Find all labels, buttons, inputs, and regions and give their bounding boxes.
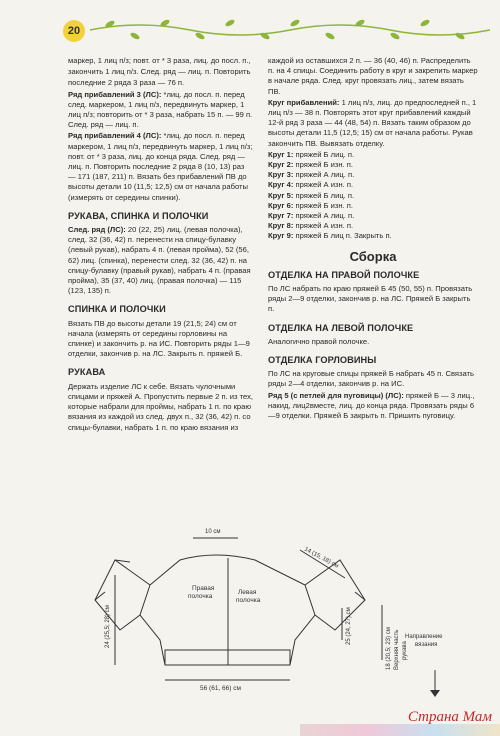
heading-right-front-trim: ОТДЕЛКА НА ПРАВОЙ ПОЛОЧКЕ [268,269,420,280]
row-5-title: Ряд 5 (с петлей для пуговицы) (ЛС): [268,390,404,400]
watermark: Страна Мам [407,709,492,725]
round-desc: пряжей А изн. п. [293,180,354,190]
round-row [268,150,478,160]
round-label: Круг 1: [268,149,294,159]
right-column [268,56,478,422]
increase-row-4-title: Ряд прибавлений 4 (ЛС): [68,131,162,141]
sleeve-continue-text: каждой из оставшихся 2 п. — 36 (40, 46) п. Распределить п. на 4 спицы. Соединить работу в круг и закрепить маркер в начале ряда. След. круг провязать лиц., затем вязать ПВ. [268,56,478,96]
round-desc: пряжей А лиц. п. [293,211,355,221]
round-desc: пряжей Б лиц. п. [293,149,355,159]
heading-left-front-trim: ОТДЕЛКА НА ЛЕВОЙ ПОЛОЧКЕ [268,322,414,333]
round-increase [268,98,478,149]
increase-row-4-text: *лиц. до посл. п. перед маркером, 1 лиц п/з, передвинуть маркер, 1 лиц п/з; повт. от * 3 раза, лиц. до конца ряда. След. ряд — лиц. п. Повторить последние 2 ряда 8 (10, 13) раз — 171 (187, 211) п. Вязать без прибавлений ПВ до высоты детали 10 (11,5; 12,5) см от начала работы (измерять от середины спинки). [68,131,253,202]
round-label: Круг 4: [268,180,294,190]
round-row [268,180,478,190]
round-desc: пряжей Б изн. п. [293,200,354,210]
round-label: Круг 6: [268,200,294,210]
neck-trim-text: По ЛС на круговые спицы пряжей Б набрать 45 п. Связать ряды 2—4 отделки, закончив р. на ИС. [268,369,474,389]
round-label: Круг 3: [268,170,294,180]
label-left-front: Левая [238,589,257,596]
round-desc: пряжей А изн. п. [293,221,354,231]
round-increase-text: 1 лиц п/з, лиц. до предпоследней п., 1 лиц п/з — 38 п. Повторять этот круг прибавлений каждый 12-й ряд 3 раза — 44 (48, 54) п. Вязать таким образом до высоты детали 11,5 (12,5; 15) см от начала работы. Рукав закончить ПВ. Вывязать отделку. [268,97,477,148]
round-desc: пряжей Б лиц п. Закрыть п. [293,231,392,241]
label-direction-2: вязания [415,642,438,648]
dim-neck: 10 см [205,529,221,535]
increase-row-3 [68,90,254,131]
round-row [268,211,478,221]
round-row [268,170,478,180]
label-right-front-2: полочка [188,593,213,600]
left-column [68,56,254,434]
intro-line: закончить 1 лиц п/з. След. ряд — лиц. п. Повторить [68,67,251,77]
round-label: Круг 9: [268,231,294,241]
increase-row-3-text: *лиц. до посл. п. перед след. маркером, 1 лиц п/з, передвинуть маркер, 1 лиц п/з; повторить от * 3 раза, набрать 15 п. — 99 п. След. ряд — лиц. п. [68,89,253,130]
page-number: 20 [63,20,85,42]
next-row [68,225,254,296]
round-label: Круг 5: [268,190,294,200]
round-row [268,201,478,211]
heading-sleeves: РУКАВА [68,367,106,378]
sleeves-text: Держать изделие ЛС к себе. Вязать чулочными спицами и пряжей А. Пропустить первые 2 п. из тех, которые набрали для проймы, набрать 1 п. по краю вязания из каждой из след. двух п., 32 (36, 42) п. со спицы-булавки, набрать 1 п. по краю вязания из [68,381,253,432]
label-right-front: Правая [192,585,215,592]
section-title-assembly: Сборка [349,248,397,264]
heading-back-fronts: СПИНКА И ПОЛОЧКИ [68,304,166,315]
dim-sleeve-length-note2: рукава [402,641,408,660]
round-desc: пряжей А лиц. п. [293,170,355,180]
vine-ornament [90,14,490,44]
left-front-trim-text: Аналогично правой полочке. [268,336,370,346]
increase-row-4 [68,131,254,202]
round-label: Круг 2: [268,160,294,170]
round-label: Круг 7: [268,211,294,221]
intro-line: маркер, 1 лиц п/з; повт. от * 3 раза, лиц. до посл. п., [68,56,251,65]
dim-sleeve-length: 18 (20,5; 23) см [386,627,392,670]
round-row [268,231,478,241]
next-row-text: 20 (22, 25) лиц. (левая полочка), след. 32 (36, 42) п. перенести на спицу-булавку (левый рукав), набрать 4 п. (левая пройма), 52 (56, 62) лиц. (спинка), перенести след. 32 (36, 42) п. на спицу-булавку (правый рукав), набрать 4 п. (правая пройма), 35 (37, 40) лиц. (правая полочка) — 115 (123, 135) п. [68,225,251,296]
dim-bottom-width: 56 (61, 66) см [200,685,241,692]
increase-row-3-title: Ряд прибавлений 3 (ЛС): [68,89,162,99]
label-direction: Направление [405,634,443,640]
dim-sleeve-length-note: Верхняя часть [394,629,400,670]
round-increase-title: Круг прибавлений: [268,97,340,107]
round-label: Круг 8: [268,221,294,231]
round-row [268,191,478,201]
back-fronts-text: Вязать ПВ до высоты детали 19 (21,5; 24) см от начала (измерять от середины горловины на спинке) и закончить р. на ИС. Повторить ряды 1—9 отделки, закончив р. на ЛС. Закрыть п. пряжей Б. [68,318,250,359]
heading-neck-trim: ОТДЕЛКА ГОРЛОВИНЫ [268,355,377,366]
round-row [268,221,478,231]
row-5-text: пряжей Б — 3 лиц., накид, лиц2вместе, лиц. до конца ряда. Провязать ряды 6—9 отделки. Пряжей Б закрыть п. Пришить пуговицу. [268,390,475,421]
round-row [268,160,478,170]
label-left-front-2: полочка [236,597,261,604]
right-front-trim-text: По ЛС набрать по краю пряжей Б 45 (50, 55) п. Провязать ряды 2—9 отделки, закончив р. на ЛС. Пряжей Б закрыть п. [268,284,473,314]
heading-sleeves-back-fronts: РУКАВА, СПИНКА И ПОЛОЧКИ [68,210,209,221]
round-desc: пряжей Б изн. п. [293,160,354,170]
intro-line: последние 2 ряда 3 раза — 76 п. [68,78,185,88]
garment-schematic [60,520,480,700]
dim-sleeve-cuff: 25 (24, 27) см [346,607,352,645]
dim-sleeve-top: 14 (15, 18) см [303,546,340,570]
next-row-title: След. ряд (ЛС): [68,225,126,235]
round-desc: пряжей Б лиц. п. [293,190,355,200]
row-5 [268,391,478,422]
dim-body-height: 24 (25,5; 28) см [105,605,111,648]
